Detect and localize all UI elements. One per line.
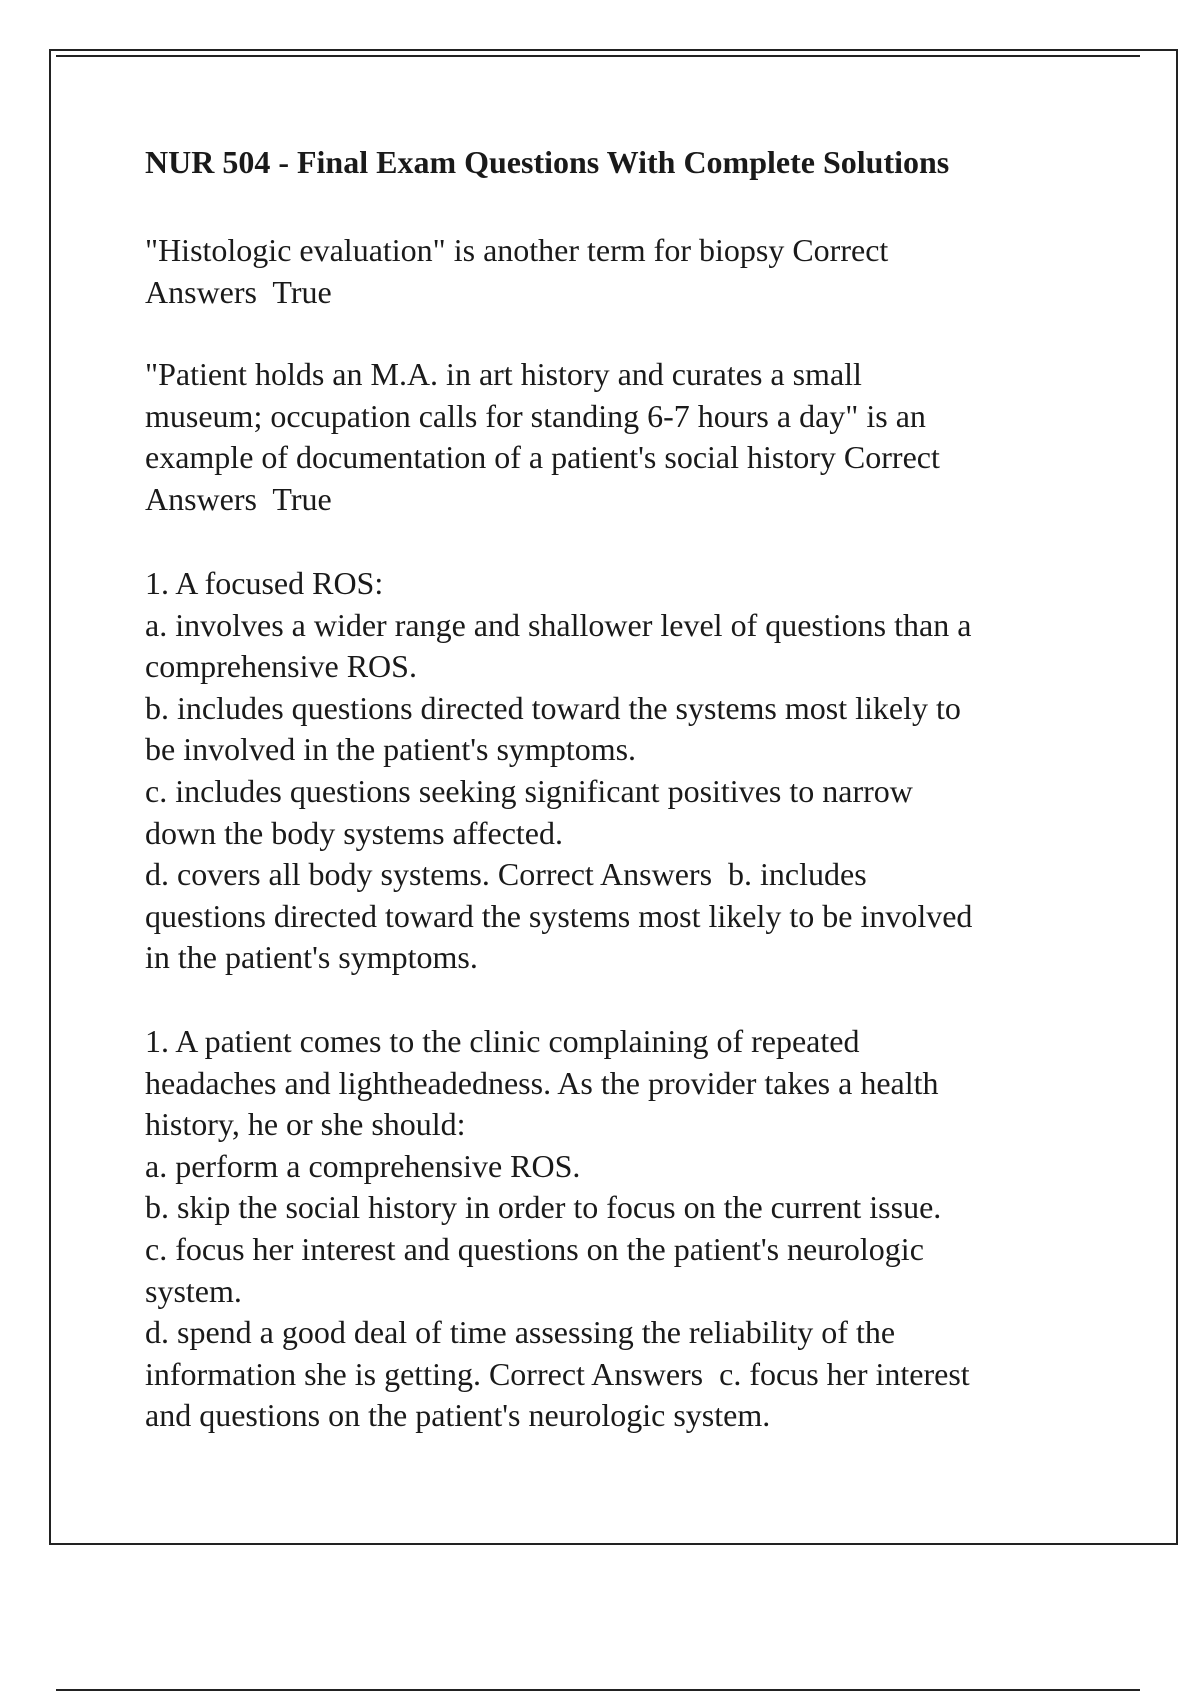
text-line: "Histologic evaluation" is another term for biopsy Correct [145,232,889,268]
text-line: Answers True [145,273,332,310]
text-line: museum; occupation calls for standing 6-7 hours a day" is an [145,397,926,434]
text-line: 1. A patient comes to the clinic complaining of repeated [145,1023,860,1059]
text-line: d. covers all body systems. Correct Answers b. includes [145,856,867,893]
text-line: and questions on the patient's neurologic system. [145,1397,771,1434]
text-line: a. perform a comprehensive ROS. [145,1147,581,1184]
text-line: be involved in the patient's symptoms. [145,731,637,768]
text-line: d. spend a good deal of time assessing the reliability of the [145,1314,896,1351]
text-line: questions directed toward the systems most likely to be involved [145,897,973,934]
top-rule [56,55,1140,57]
text-line: c. includes questions seeking significant positives to narrow [145,772,913,809]
text-line: information she is getting. Correct Answers c. focus her interest [145,1355,970,1392]
text-line: comprehensive ROS. [145,648,417,685]
text-line: example of documentation of a patient's social history Correct [145,439,940,476]
text-line: b. includes questions directed toward the systems most likely to [145,689,961,726]
text-line: Answers True [145,480,332,517]
text-line: c. focus her interest and questions on the patient's neurologic [145,1230,924,1267]
text-line: "Patient holds an M.A. in art history and curates a small [145,356,862,392]
question-social-history [145,354,940,520]
text-line: b. skip the social history in order to focus on the current issue. [145,1189,942,1226]
text-line: headaches and lightheadedness. As the provider takes a health [145,1064,939,1101]
text-line: in the patient's symptoms. [145,939,478,976]
text-line: down the body systems affected. [145,814,563,851]
text-line: system. [145,1272,242,1309]
document-title: NUR 504 - Final Exam Questions With Complete Solutions [145,144,950,180]
bottom-rule [56,1689,1140,1691]
text-line: a. involves a wider range and shallower level of questions than a [145,606,972,643]
text-line: history, he or she should: [145,1106,466,1143]
text-line: 1. A focused ROS: [145,565,384,601]
question-focused-ros [145,563,972,979]
question-headaches [145,1021,970,1437]
question-histologic [145,230,888,313]
